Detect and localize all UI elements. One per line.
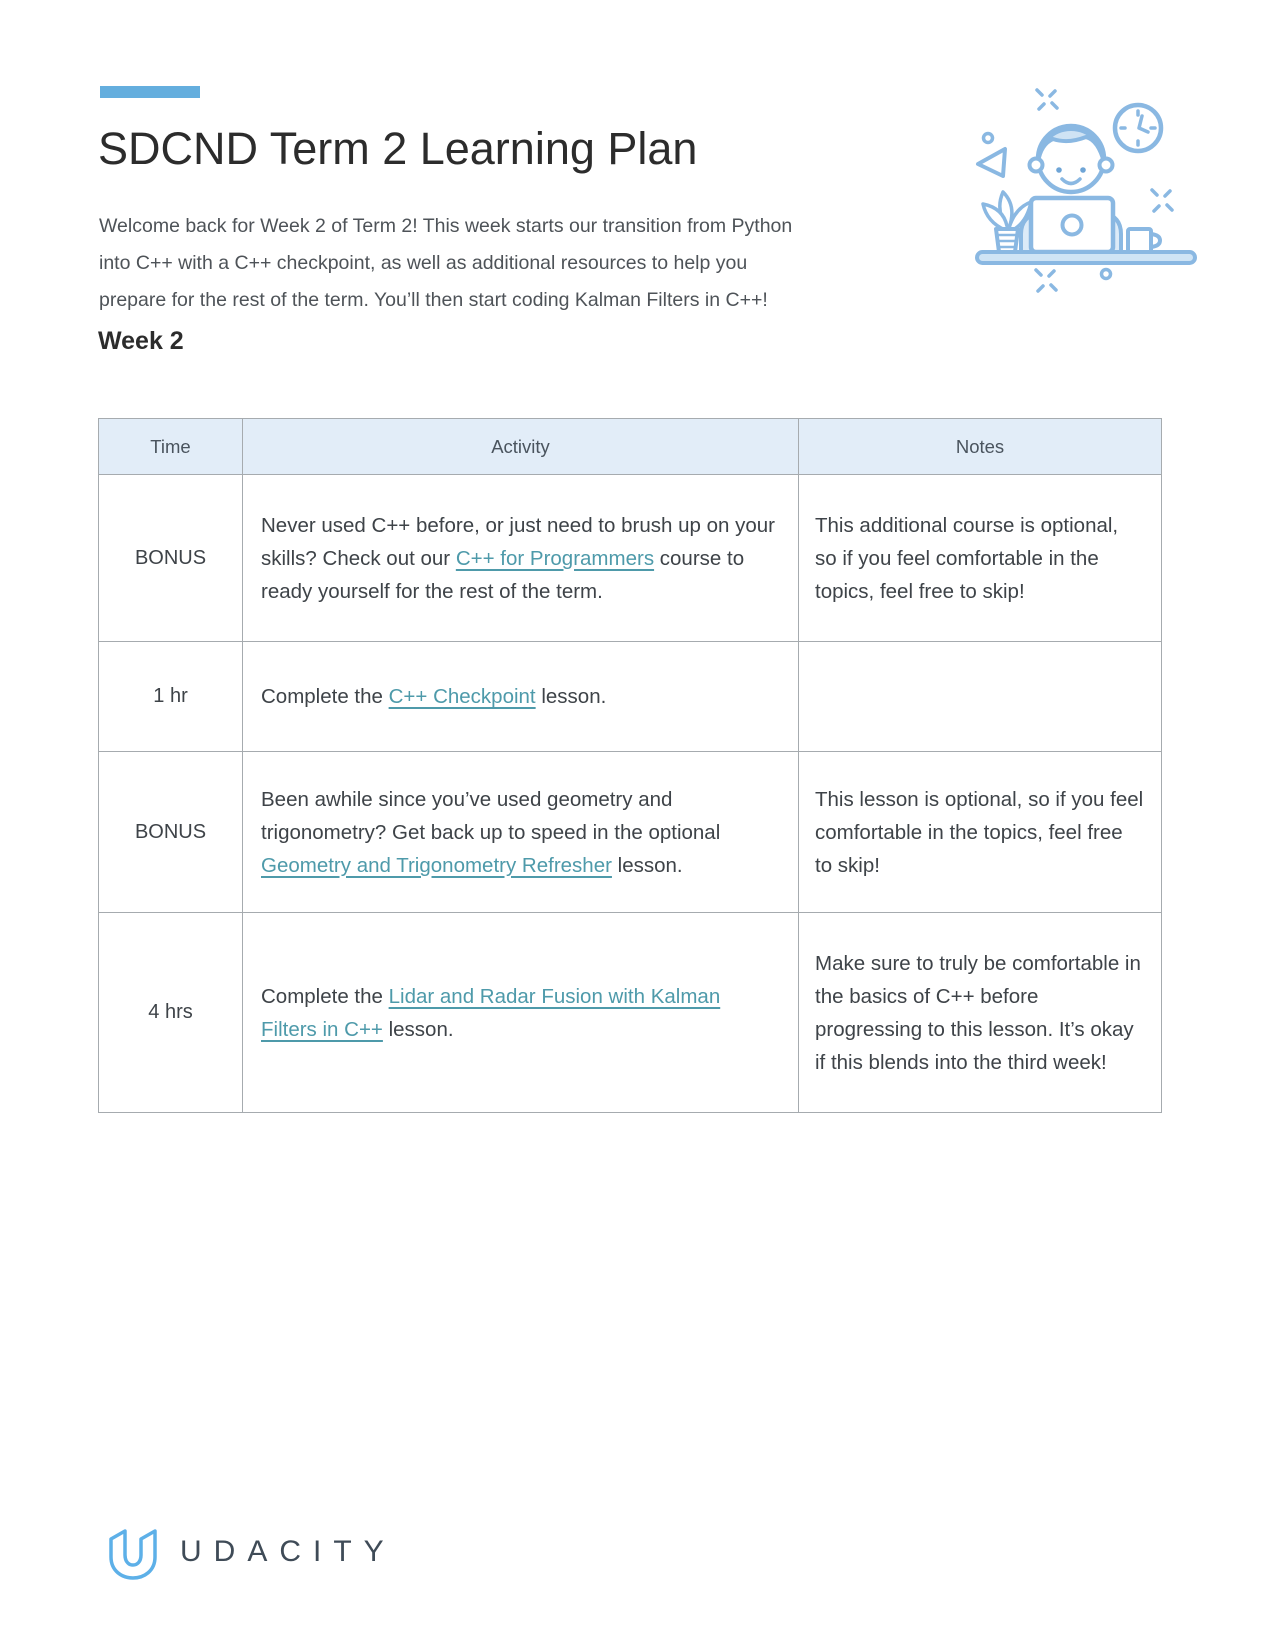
activity-cell: [243, 752, 799, 913]
intro-line: Welcome back for Week 2 of Term 2! This week starts our transition from Python: [99, 215, 793, 237]
notes-cell: [799, 913, 1162, 1113]
dot-icon: [984, 134, 993, 143]
accent-bar: [100, 86, 200, 98]
udacity-logo-text: UDACITY: [180, 1535, 396, 1568]
time-cell: 1 hr: [99, 642, 243, 752]
table-row: [99, 475, 1162, 642]
column-header-time: Time: [99, 419, 243, 475]
table-header-row: [99, 419, 1162, 475]
person-at-desk-illustration: [925, 82, 1215, 302]
activity-cell: [243, 475, 799, 642]
lesson-link[interactable]: C++ Checkpoint: [388, 685, 536, 708]
table-row: [99, 642, 1162, 752]
triangle-icon: [978, 149, 1005, 176]
table-row: [99, 752, 1162, 913]
notes-cell: [799, 475, 1162, 642]
time-cell: BONUS: [99, 475, 243, 642]
notes-text: This lesson is optional, so if you feel comfortable in the topics, feel free to skip!: [815, 787, 1144, 877]
activity-cell: [243, 913, 799, 1113]
intro-paragraph: [99, 208, 899, 319]
column-header-notes: Notes: [799, 419, 1162, 475]
schedule-table: [98, 418, 1162, 1113]
table-row: [99, 913, 1162, 1113]
activity-cell: [243, 642, 799, 752]
section-heading-week-2: Week 2: [98, 327, 184, 355]
sparkle-icon: [1152, 190, 1172, 211]
column-header-activity: Activity: [243, 419, 799, 475]
notes-text: This additional course is optional, so if you feel comfortable in the topics, feel free to skip!: [815, 513, 1119, 603]
notes-cell: [799, 642, 1162, 752]
intro-line: prepare for the rest of the term. You’ll then start coding Kalman Filters in C++!: [99, 289, 768, 311]
udacity-logo: [102, 1522, 396, 1582]
activity-text: Complete the: [261, 685, 389, 708]
intro-line: into C++ with a C++ checkpoint, as well as additional resources to help you: [99, 252, 748, 274]
page-title: SDCND Term 2 Learning Plan: [98, 123, 698, 174]
activity-text: Been awhile since you’ve used geometry and trigonometry? Get back up to speed in the optional: [261, 787, 721, 844]
lesson-link[interactable]: Geometry and Trigonometry Refresher: [261, 853, 612, 877]
mug-icon: [1128, 229, 1160, 252]
time-cell: BONUS: [99, 752, 243, 913]
schedule-table-body: [99, 475, 1162, 1113]
desk: [977, 252, 1195, 263]
udacity-logo-mark: [102, 1522, 164, 1582]
dot-icon: [1102, 270, 1111, 279]
lesson-link[interactable]: C++ for Programmers: [455, 546, 655, 570]
notes-text: Make sure to truly be comfortable in the basics of C++ before progressing to this lesson. It’s okay if this blends into the third week!: [815, 951, 1141, 1074]
activity-text: course to ready yourself for the rest of the term.: [261, 546, 745, 603]
clock-icon: [1115, 105, 1161, 151]
notes-cell: [799, 752, 1162, 913]
sparkle-icon: [1036, 270, 1056, 291]
lesson-link[interactable]: Lidar and Radar Fusion with Kalman Filters in C++: [261, 984, 721, 1041]
activity-text: lesson.: [611, 853, 683, 877]
activity-text: Complete the: [261, 984, 389, 1008]
activity-text: lesson.: [382, 1017, 454, 1041]
activity-text: Never used C++ before, or just need to brush up on your skills? Check out our: [261, 513, 775, 570]
time-cell: 4 hrs: [99, 913, 243, 1113]
sparkle-icon: [1037, 90, 1057, 109]
activity-text: lesson.: [535, 685, 607, 708]
laptop-icon: [1031, 198, 1113, 252]
